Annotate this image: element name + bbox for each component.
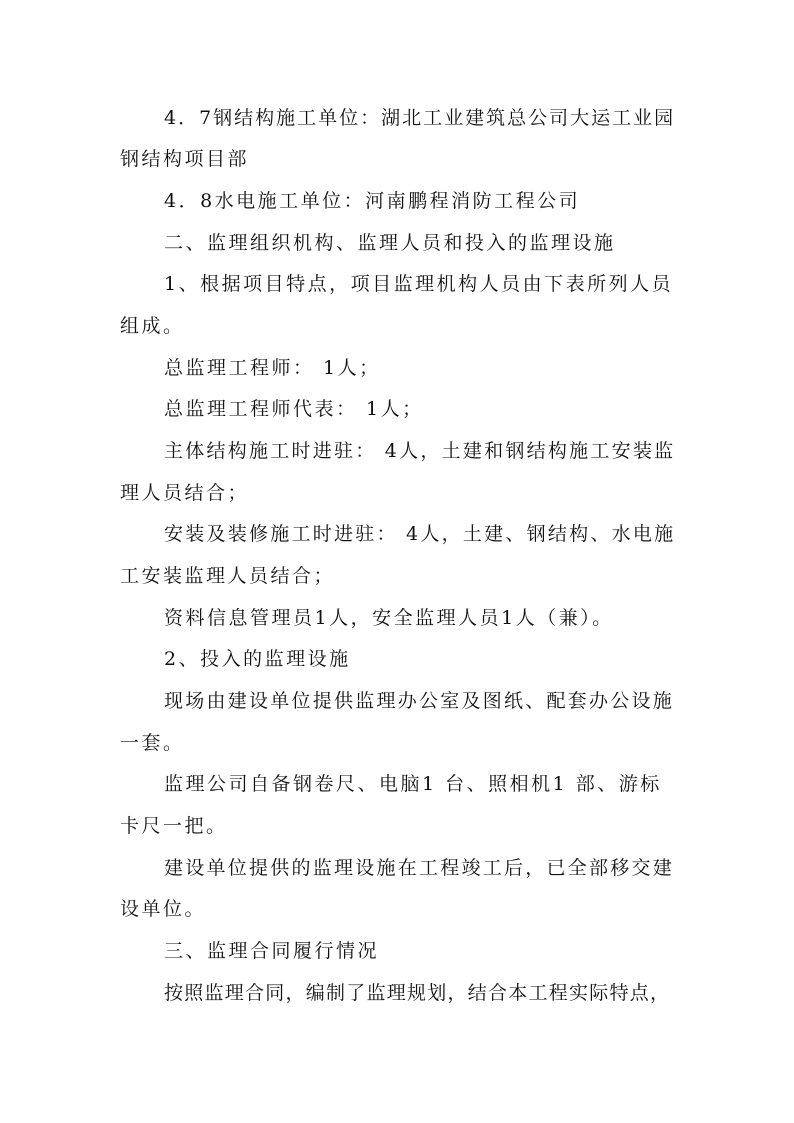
section-heading: 二、监理组织机构、监理人员和投入的监理设施 [164, 232, 616, 254]
text-line: 设单位。 [120, 898, 207, 920]
text-line: 总监理工程师代表： 1人； [164, 398, 424, 420]
text-line: 卡尺一把。 [120, 815, 228, 837]
subsection-heading: 2、投入的监理设施 [164, 648, 351, 670]
text-line: 总监理工程师： 1人； [164, 357, 381, 379]
text-line: 按照监理合同，编制了监理规划，结合本工程实际特点， [164, 982, 671, 1004]
text-line: 安装及装修施工时进驻： 4人，土建、钢结构、水电施 [164, 523, 676, 545]
text-line: 4．8水电施工单位：河南鹏程消防工程公司 [164, 190, 581, 212]
text-line: 4．7钢结构施工单位：湖北工业建筑总公司大运工业园 [164, 107, 676, 129]
text-line: 监理公司自备钢卷尺、电脑1 台、照相机1 部、游标 [164, 773, 662, 795]
text-line: 工安装监理人员结合； [120, 565, 336, 587]
text-line: 资料信息管理员1人，安全监理人员1人（兼）。 [164, 607, 614, 629]
text-line: 一套。 [120, 732, 185, 754]
text-line: 1、根据项目特点，项目监理机构人员由下表所列人员 [164, 273, 674, 295]
text-line: 钢结构项目部 [120, 148, 250, 170]
text-line: 主体结构施工时进驻： 4人，土建和钢结构施工安装监 [164, 440, 676, 462]
section-heading: 三、监理合同履行情况 [164, 940, 380, 962]
text-line: 组成。 [120, 315, 185, 337]
text-line: 理人员结合； [120, 482, 250, 504]
text-line: 现场由建设单位提供监理办公室及图纸、配套办公设施 [164, 690, 675, 712]
text-line: 建设单位提供的监理设施在工程竣工后，已全部移交建 [164, 857, 675, 879]
